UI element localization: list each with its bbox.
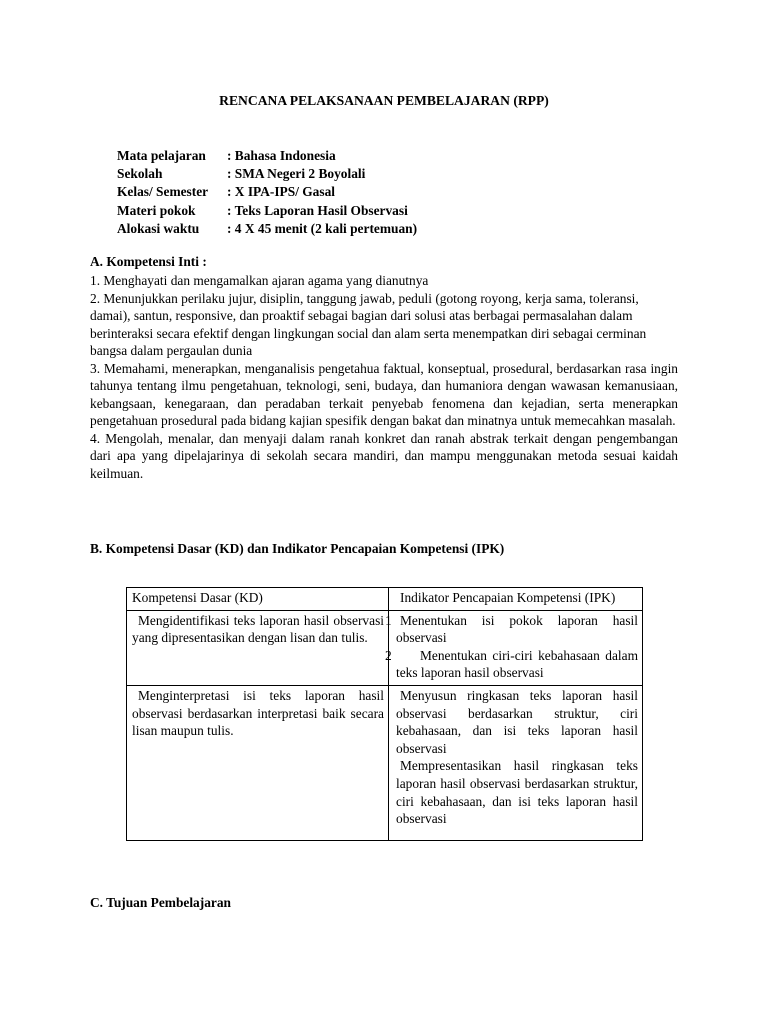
meta-label: Kelas/ Semester <box>117 184 209 200</box>
ipk-cell <box>389 685 643 840</box>
ipk-number: 1 <box>385 612 392 628</box>
core-competency-item: 1. Menghayati dan mengamalkan ajaran agama yang dianutnya <box>90 273 429 288</box>
meta-row-class <box>117 183 417 201</box>
meta-value: : X IPA-IPS/ Gasal <box>227 184 335 200</box>
table-header-kd: Kompetensi Dasar (KD) <box>127 588 389 611</box>
section-a-heading: A. Kompetensi Inti : <box>90 254 207 269</box>
ipk-item: 1 Menentukan isi pokok laporan hasil observasi <box>385 612 638 646</box>
table-row <box>127 610 643 685</box>
ipk-item: 2 Menentukan ciri-ciri kebahasaan dalam teks laporan hasil observasi <box>385 647 638 681</box>
section-c-heading: C. Tujuan Pembelajaran <box>90 895 231 910</box>
kd-ipk-table <box>126 587 643 841</box>
ipk-number: 2 <box>385 647 392 663</box>
meta-value: : Bahasa Indonesia <box>227 148 336 163</box>
meta-row-school <box>117 165 417 183</box>
core-competency-item: 3. Memahami, menerapkan, menganalisis pengetahua faktual, konseptual, prosedural, berdasarkan rasa ingin tahunya tentang ilmu pengetahuan, teknologi, seni, budaya, dan humaniora dengan wawasan kemanusiaan, kebangsaan, kenegaraan, dan peradaban terkait penyebab fenomena dan kejadian, serta menerapkan pengetahuan prosedural pada bidang kajian spesifik dengan bakat dan minatnya untuk memecahkan masalah. <box>90 360 678 428</box>
meta-label: Mata pelajaran <box>117 148 206 163</box>
meta-value: : 4 X 45 menit (2 kali pertemuan) <box>227 220 418 236</box>
meta-value: : SMA Negeri 2 Boyolali <box>227 166 366 182</box>
meta-value: : Teks Laporan Hasil Observasi <box>227 202 408 218</box>
identity-block <box>117 147 417 238</box>
meta-label: Sekolah <box>117 166 163 182</box>
document-title: RENCANA PELAKSANAAN PEMBELAJARAN (RPP) <box>219 93 549 108</box>
meta-row-topic <box>117 202 417 220</box>
section-b-heading: B. Kompetensi Dasar (KD) dan Indikator Pencapaian Kompetensi (IPK) <box>90 541 505 556</box>
meta-row-time <box>117 220 417 238</box>
meta-row-subject <box>117 147 417 165</box>
table-header-row <box>127 588 643 611</box>
ipk-item: Menyusun ringkasan teks laporan hasil observasi berdasarkan struktur, ciri kebahasaan, dan isi teks laporan hasil observasi <box>396 687 638 756</box>
meta-label: Materi pokok <box>117 202 196 218</box>
core-competency-list <box>90 272 678 482</box>
ipk-cell <box>385 610 643 685</box>
core-competency-item: 2. Menunjukkan perilaku jujur, disiplin, tanggung jawab, peduli (gotong royong, kerja sama, toleransi, damai), santun, responsive, dan proaktif sebagai bagian dari solusi atas berbagai permasalahan dalam berinteraksi secara efektif dengan lingkungan social dan alam serta menempatkan diri sebagai cerminan bangsa dalam pergaulan dunia <box>90 290 647 358</box>
table-row <box>127 685 643 840</box>
kd-cell: Menginterpretasi isi teks laporan hasil observasi berdasarkan interpretasi baik secara lisan maupun tulis. <box>127 685 389 840</box>
table-header-ipk: Indikator Pencapaian Kompetensi (IPK) <box>389 588 643 611</box>
core-competency-item: 4. Mengolah, menalar, dan menyaji dalam ranah konkret dan ranah abstrak terkait dengan pengembangan dari apa yang dipelajarinya di sekolah secara mandiri, dan mampu menggunakan metoda sesuai kaidah keilmuan. <box>90 430 678 481</box>
meta-label: Alokasi waktu <box>117 220 200 236</box>
ipk-item: Mempresentasikan hasil ringkasan teks laporan hasil observasi berdasarkan struktur, ciri kebahasaan, dan isi teks laporan hasil observasi <box>396 758 638 827</box>
kd-cell: Mengidentifikasi teks laporan hasil observasi yang dipresentasikan dengan lisan dan tulis. <box>127 610 389 685</box>
